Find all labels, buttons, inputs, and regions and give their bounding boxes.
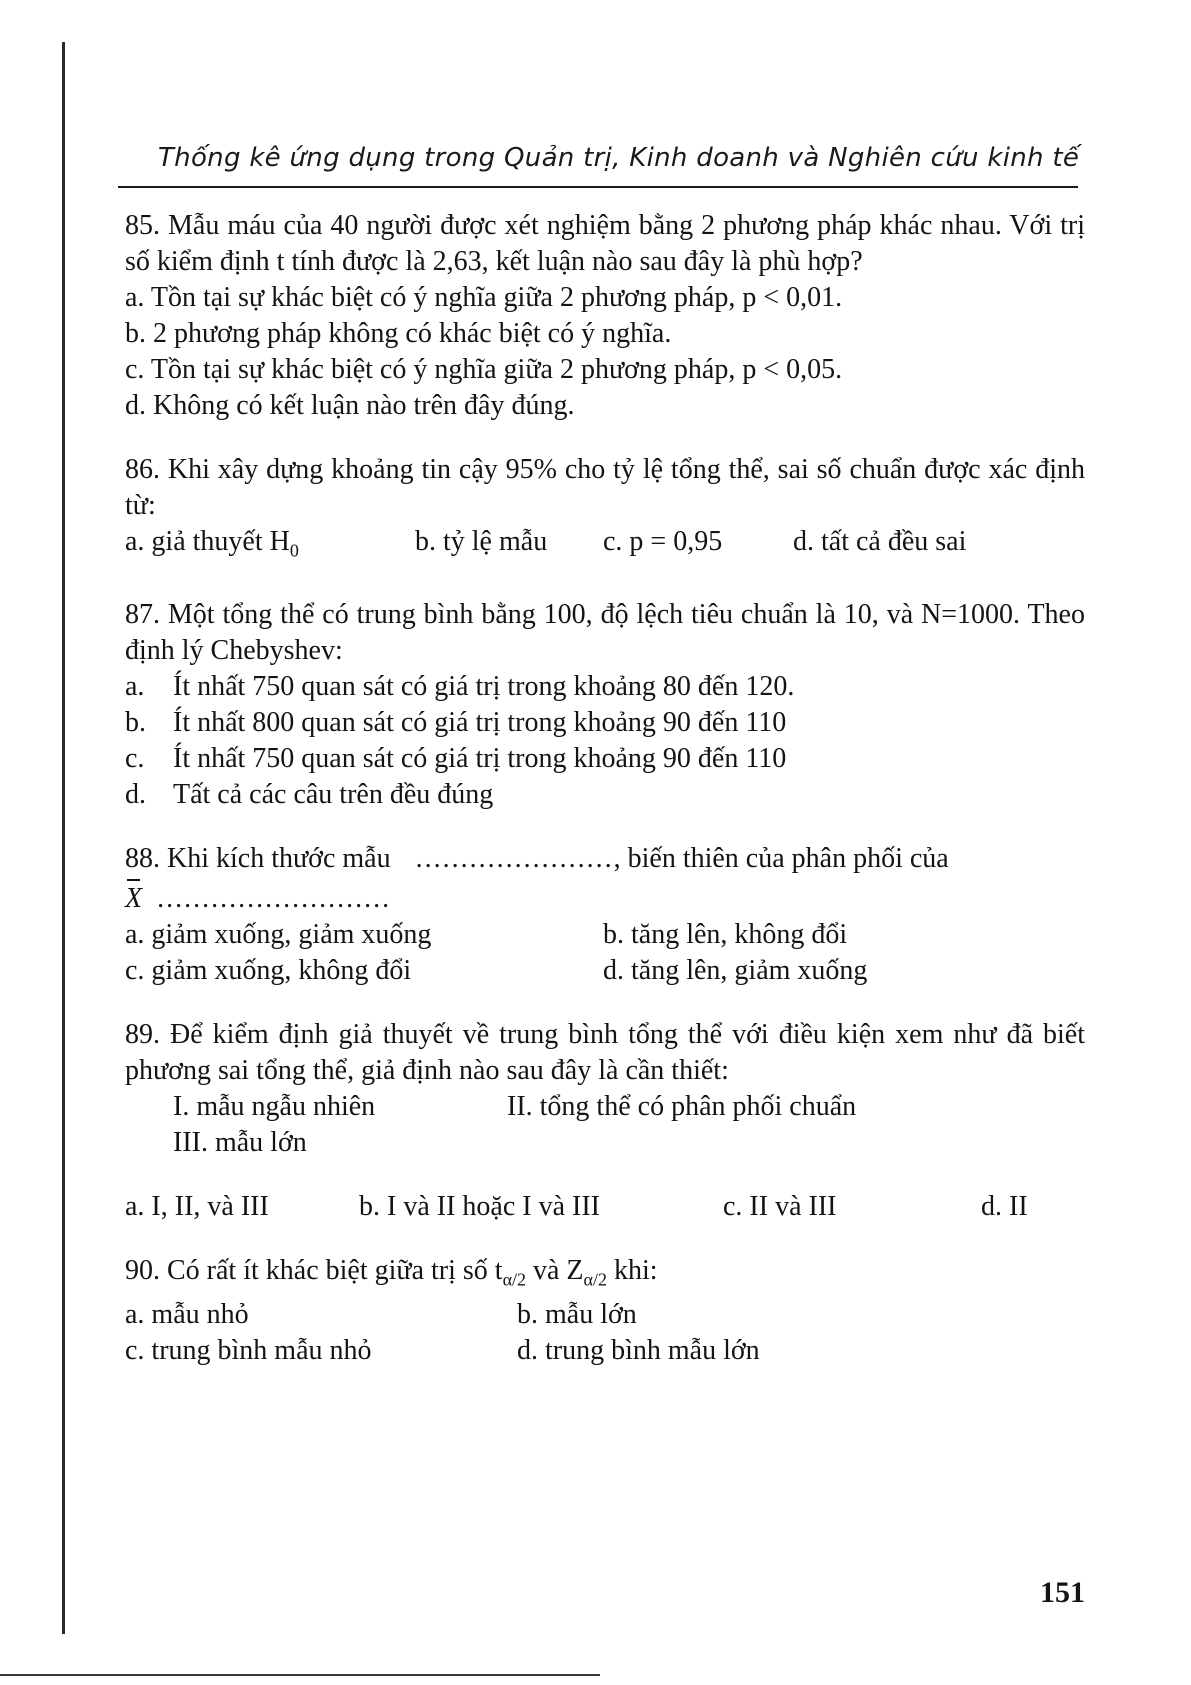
question-90-options-row-1 <box>125 1297 1085 1333</box>
question-87-option-c <box>125 741 1085 777</box>
question-85-option-a: a. Tồn tại sự khác biệt có ý nghĩa giữa 2 phương pháp, p < 0,01. <box>125 282 843 313</box>
question-86-option-c: c. p = 0,95 <box>603 526 723 557</box>
x-bar-symbol: X <box>125 877 142 917</box>
question-89-assumption-3: III. mẫu lớn <box>173 1126 307 1158</box>
question-87-option-d <box>125 777 1085 813</box>
question-88-option-b: b. tăng lên, không đổi <box>603 918 848 950</box>
question-88-text-mid: , biến thiên của phân phối của <box>613 842 949 874</box>
question-88-option-a: a. giảm xuống, giảm xuống <box>125 918 432 950</box>
question-87 <box>125 597 1085 813</box>
option-text: Ít nhất 800 quan sát có giá trị trong khoảng 90 đến 110 <box>173 706 787 738</box>
question-89-assumptions-row-2 <box>125 1125 1085 1161</box>
question-90-text-start: 90. Có rất ít khác biệt giữa trị số t <box>125 1254 503 1286</box>
question-90-text-mid: và Z <box>526 1254 584 1286</box>
question-88-text <box>125 841 1085 877</box>
question-90-option-c: c. trung bình mẫu nhỏ <box>125 1335 372 1367</box>
option-a-text: a. giả thuyết H <box>125 526 290 557</box>
binding-line <box>62 42 65 1634</box>
question-85-option-b: b. 2 phương pháp không có khác biệt có ý nghĩa. <box>125 318 672 349</box>
z-subscript: α/2 <box>583 1269 607 1290</box>
question-88-blank-2: .......................... <box>157 882 392 914</box>
option-text: Ít nhất 750 quan sát có giá trị trong khoảng 80 đến 120. <box>173 670 795 702</box>
question-88-option-c: c. giảm xuống, không đổi <box>125 954 412 986</box>
question-85-option-c: c. Tồn tại sự khác biệt có ý nghĩa giữa 2 phương pháp, p < 0,05. <box>125 354 843 385</box>
question-88-options-row-1 <box>125 917 1085 953</box>
option-a-subscript: 0 <box>289 540 299 561</box>
question-86-option-a <box>125 524 415 569</box>
question-89-option-d: d. II <box>981 1190 1028 1222</box>
question-90-text <box>125 1253 1085 1298</box>
question-90-option-d: d. trung bình mẫu lớn <box>517 1335 760 1367</box>
question-88 <box>125 841 1085 989</box>
question-86-option-b: b. tỷ lệ mẫu <box>415 526 548 557</box>
question-85-text: 85. Mẫu máu của 40 người được xét nghiệm bằng 2 phương pháp khác nhau. Với trị số kiểm định t tính được là 2,63, kết luận nào sau đây là phù hợp? <box>125 210 1085 277</box>
question-90-option-b: b. mẫu lớn <box>517 1299 637 1331</box>
question-89-option-b: b. I và II hoặc I và III <box>359 1190 600 1222</box>
page-number: 151 <box>1040 1576 1085 1609</box>
question-90-text-end: khi: <box>606 1254 658 1286</box>
option-letter: b. <box>125 706 146 738</box>
page-content <box>125 208 1085 1397</box>
question-90-option-a: a. mẫu nhỏ <box>125 1299 249 1331</box>
question-87-text: 87. Một tổng thể có trung bình bằng 100, độ lệch tiêu chuẩn là 10, và N=1000. Theo định lý Chebyshev: <box>125 598 1085 666</box>
option-text: Ít nhất 750 quan sát có giá trị trong khoảng 90 đến 110 <box>173 742 787 774</box>
question-89-assumption-2: II. tổng thể có phân phối chuẩn <box>507 1090 857 1122</box>
question-89-option-c: c. II và III <box>723 1190 837 1222</box>
question-86 <box>125 452 1085 569</box>
question-86-option-d: d. tất cả đều sai <box>793 526 967 557</box>
question-88-option-d: d. tăng lên, giảm xuống <box>603 954 868 986</box>
question-88-text-line2 <box>125 877 1085 917</box>
question-90 <box>125 1253 1085 1370</box>
option-letter: d. <box>125 778 146 810</box>
question-86-text: 86. Khi xây dựng khoảng tin cậy 95% cho tỷ lệ tổng thể, sai số chuẩn được xác định từ: <box>125 454 1085 521</box>
question-89-text: 89. Để kiểm định giả thuyết về trung bình tổng thể với điều kiện xem như đã biết phương sai tổng thể, giả định nào sau đây là cần thiết: <box>125 1018 1085 1086</box>
question-88-blank-1: ...................... <box>415 842 614 874</box>
t-subscript: α/2 <box>502 1269 526 1290</box>
question-90-options-row-2 <box>125 1333 1085 1369</box>
question-89-option-a: a. I, II, và III <box>125 1190 269 1222</box>
option-text: Tất cả các câu trên đều đúng <box>173 778 494 810</box>
question-86-options <box>125 524 1085 569</box>
option-letter: a. <box>125 670 145 702</box>
question-87-option-a <box>125 669 1085 705</box>
question-85-option-d: d. Không có kết luận nào trên đây đúng. <box>125 390 575 421</box>
header-divider <box>118 186 1078 188</box>
option-letter: c. <box>125 742 145 774</box>
question-88-text-start: 88. Khi kích thước mẫu <box>125 842 391 874</box>
question-85 <box>125 208 1085 424</box>
question-89-options <box>125 1189 1085 1225</box>
bottom-edge-line <box>0 1674 600 1676</box>
question-87-option-b <box>125 705 1085 741</box>
question-88-options-row-2 <box>125 953 1085 989</box>
question-89-assumption-1: I. mẫu ngẫu nhiên <box>173 1090 376 1122</box>
question-89 <box>125 1017 1085 1225</box>
question-89-assumptions-row-1 <box>125 1089 1085 1125</box>
running-header: Thống kê ứng dụng trong Quản trị, Kinh doanh và Nghiên cứu kinh tế <box>158 143 1080 173</box>
